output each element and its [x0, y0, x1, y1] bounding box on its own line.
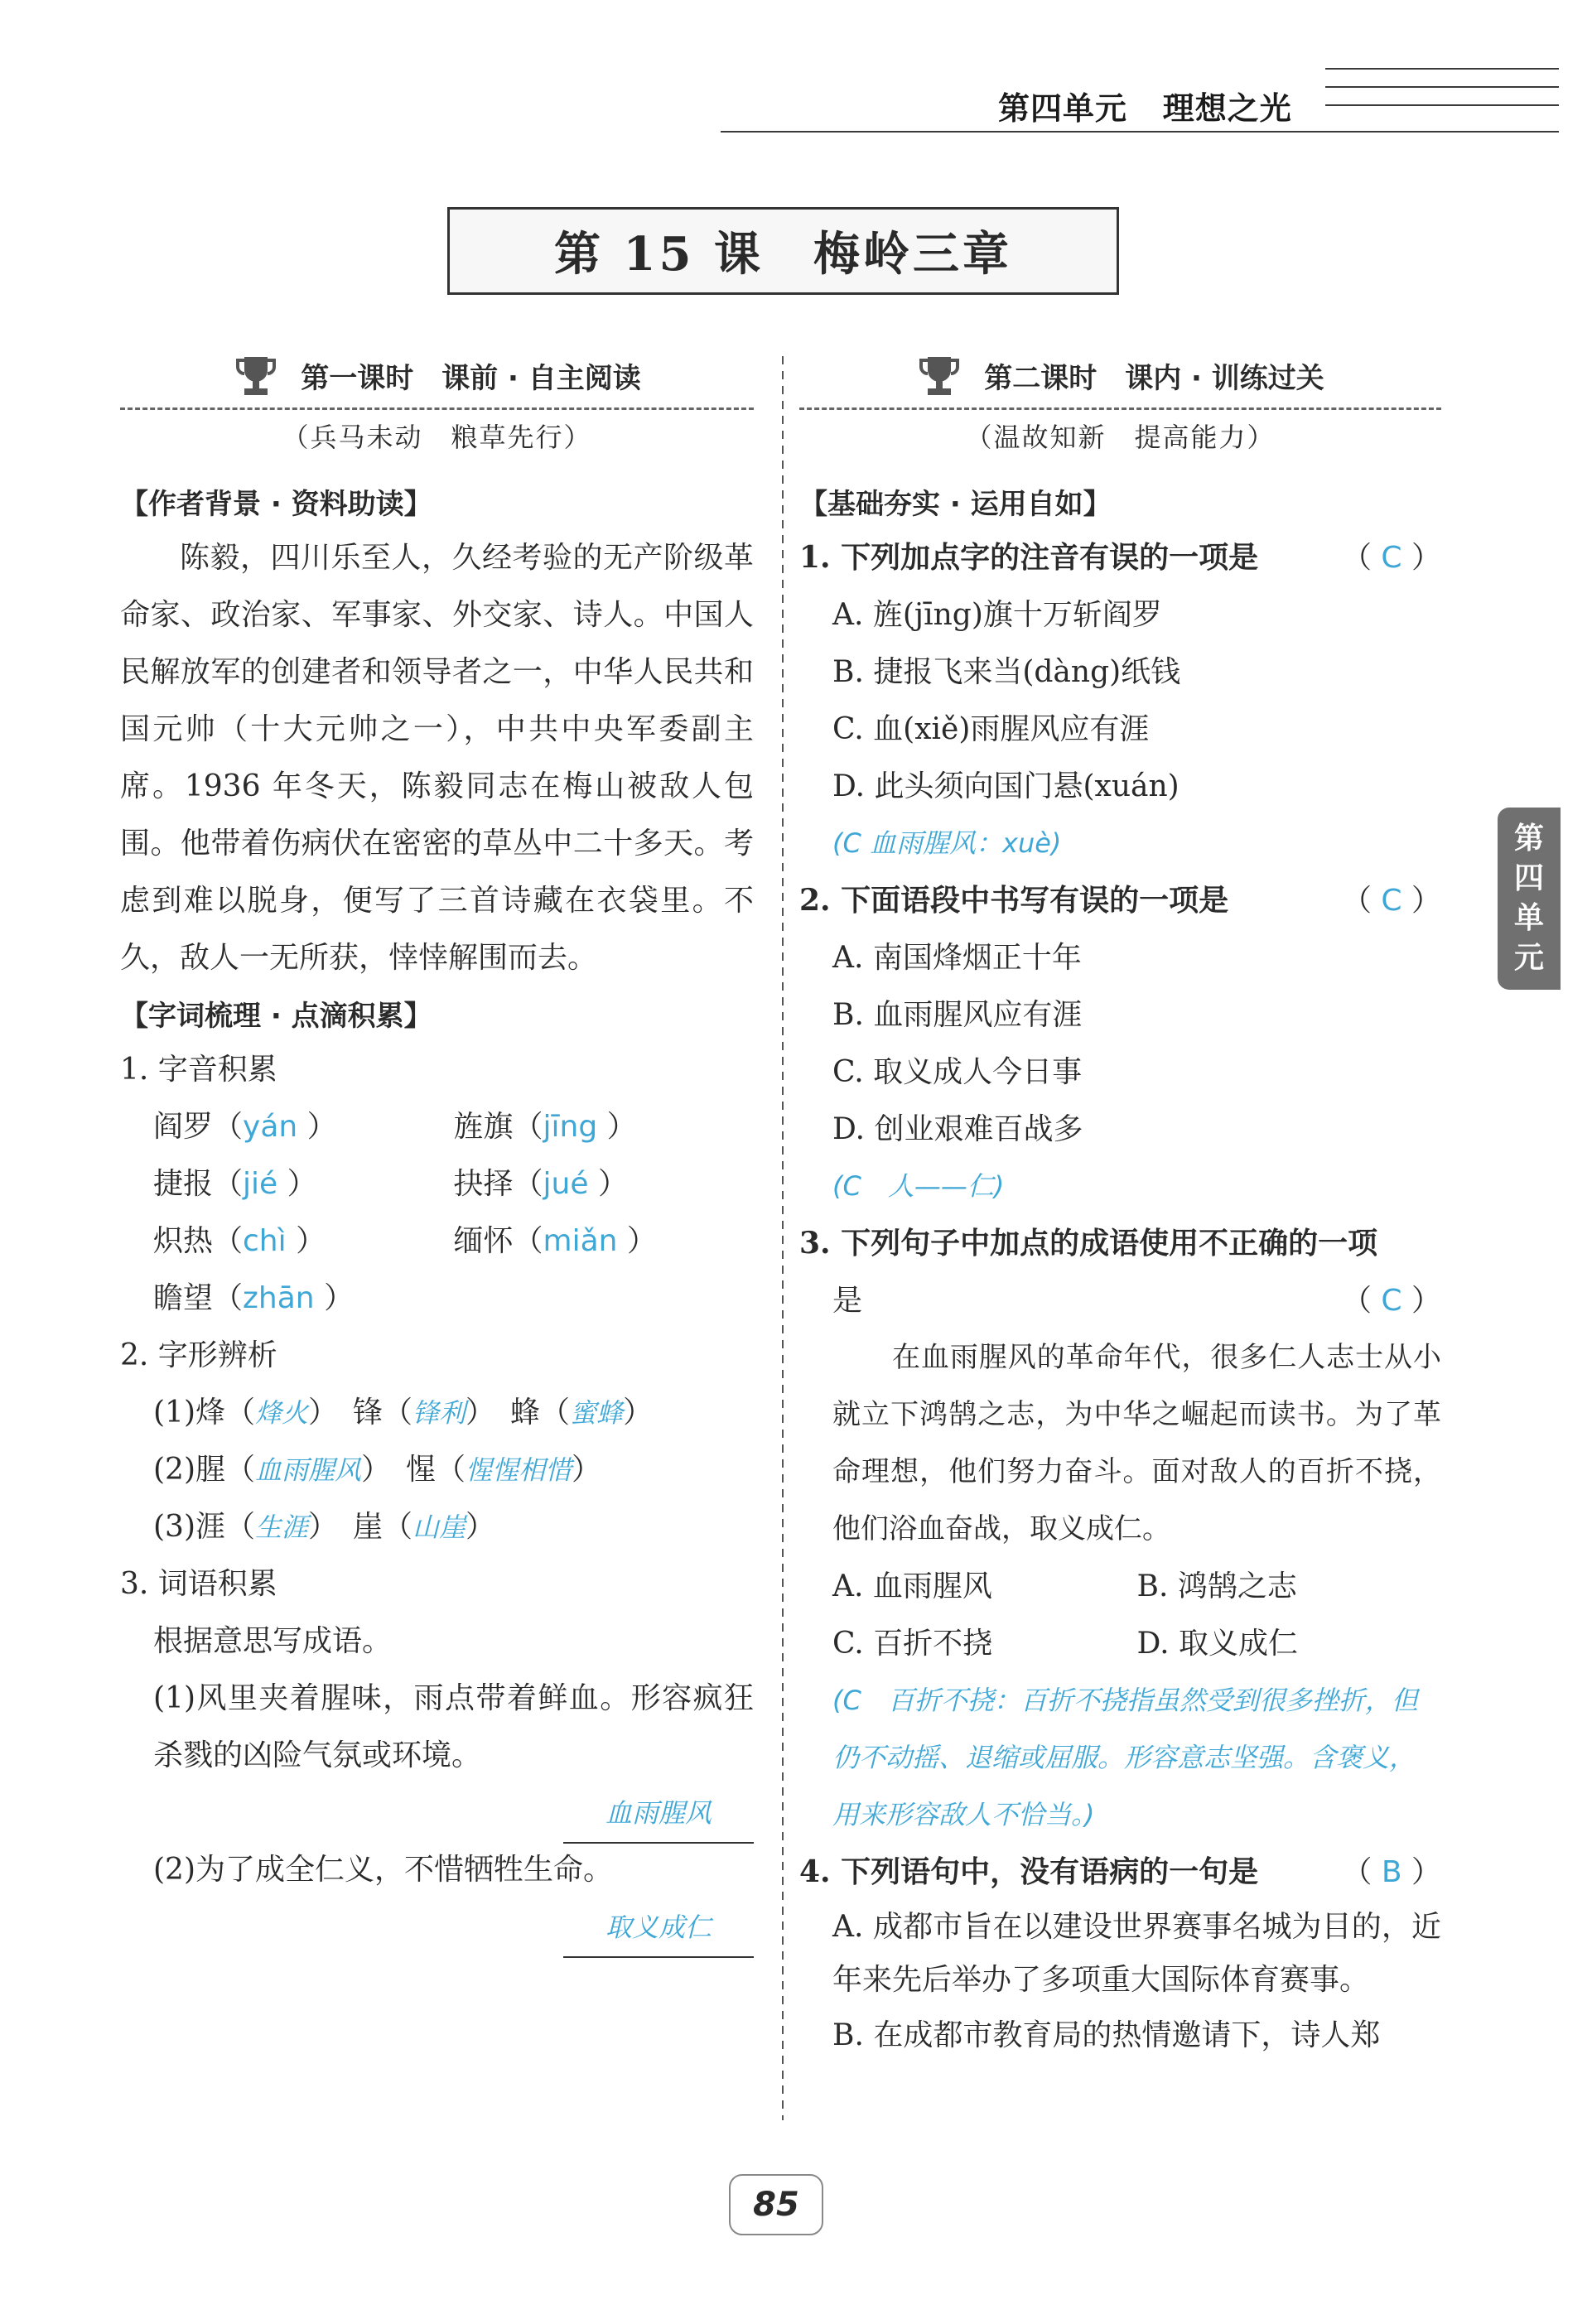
- lesson-title: 第 15 课 梅岭三章: [447, 207, 1119, 295]
- pinyin-row: 瞻望（zhān ）: [153, 1281, 355, 1315]
- question-label: 2. 字形辨析: [120, 1338, 277, 1372]
- option: A. 旌(jīng)旗十万斩阎罗: [832, 598, 1162, 632]
- author-background-text: 陈毅，四川乐至人，久经考验的无产阶级革命家、政治家、军事家、外交家、诗人。中国人民解放军的创建者和领导者之一，中华人民共和国元帅（十大元帅之一），中共中央军委副主席。1936 年冬天，陈毅同志在梅山被敌人包围。他带着伤病伏在密密的草丛中二十多天。考虑到难以脱身，便写了三首诗藏在衣袋里。不久，敌人一无所获，悻悻解围而去。: [120, 541, 754, 975]
- option: A. 成都市旨在以建设世界赛事名城为目的，近年来先后举办了多项重大国际体育赛事。: [832, 1910, 1441, 1997]
- pinyin-answer: jué: [543, 1167, 589, 1201]
- header-decor-line: [1325, 86, 1559, 88]
- author-heading: 【作者背景 · 资料助读】: [120, 488, 432, 521]
- dashed-rule: [799, 407, 1441, 410]
- pinyin-answer: yán: [243, 1110, 298, 1144]
- question-passage: 在血雨腥风的革命年代，很多仁人志士从小就立下鸿鹄之志，为中华之崛起而读书。为了革命理想，他们努力奋斗。面对敌人的百折不挠，他们浴血奋战，取义成仁。: [832, 1341, 1441, 1545]
- unit-theme: 理想之光: [1162, 90, 1292, 127]
- pinyin-answer: chì: [243, 1224, 287, 1258]
- question-stem: 1. 下列加点字的注音有误的一项是 （ C ）: [799, 540, 1441, 575]
- answer-choice: C: [1381, 1284, 1402, 1318]
- option: C. 血(xiě)雨腥风应有涯: [832, 712, 1150, 746]
- trophy-icon: [233, 352, 279, 398]
- unit-side-tab: 第 四 单 元: [1498, 808, 1561, 990]
- option: B. 在成都市教育局的热情邀请下，诗人郑: [832, 2018, 1381, 2052]
- option: D. 创业艰难百战多: [832, 1112, 1083, 1146]
- pinyin-row: 阎罗（yán ） 旌旗（jīng ）: [153, 1110, 637, 1144]
- option: B. 捷报飞来当(dàng)纸钱: [832, 655, 1181, 689]
- option: C. 取义成人今日事: [832, 1055, 1083, 1089]
- pinyin-row: 炽热（chì ） 缅怀（miǎn ）: [153, 1224, 657, 1258]
- option: D. 此头须向国门悬(xuán): [832, 769, 1180, 803]
- question-label: 1. 字音积累: [120, 1053, 277, 1087]
- dashed-rule: [120, 407, 754, 410]
- idiom-definition: (2)为了成全仁义，不惜牺牲生命。: [153, 1853, 613, 1887]
- option: D. 取义成仁: [1136, 1627, 1298, 1661]
- trophy-icon: [916, 352, 962, 398]
- idiom-answer-line: 血雨腥风: [120, 1784, 754, 1841]
- answer-note: (C 血雨腥风：xuè): [832, 827, 1062, 859]
- section-subtitle: （温故知新 提高能力）: [965, 422, 1276, 453]
- option-row: [799, 1558, 1441, 1615]
- form-row: (1)烽（烽火） 锋（锋利） 蜂（蜜蜂）: [153, 1396, 654, 1430]
- question-stem: 3. 下列句子中加点的成语使用不正确的一项: [799, 1226, 1378, 1261]
- page-number: 85: [729, 2174, 823, 2235]
- header-rule: [721, 131, 1559, 133]
- question-intro: 根据意思写成语。: [153, 1624, 393, 1658]
- answer-choice: C: [1381, 884, 1402, 918]
- unit-label: 第四单元: [998, 90, 1128, 127]
- answer-choice: C: [1381, 541, 1402, 575]
- words-heading: 【字词梳理 · 点滴积累】: [120, 1000, 432, 1033]
- right-column: [799, 348, 1441, 2064]
- answer-note: (C 人——仁): [832, 1170, 1005, 1202]
- option: B. 鸿鹄之志: [1136, 1569, 1297, 1603]
- pinyin-answer: zhān: [243, 1281, 315, 1315]
- basic-heading: 【基础夯实 · 运用自如】: [799, 488, 1112, 521]
- pinyin-answer: jié: [243, 1167, 278, 1201]
- section-heading: 第一课时 课前 · 自主阅读: [120, 348, 754, 403]
- idiom-definition: (1)风里夹着腥味，雨点带着鲜血。形容疯狂杀戮的凶险气氛或环境。: [153, 1681, 754, 1772]
- option: A. 血雨腥风: [832, 1569, 992, 1603]
- option: A. 南国烽烟正十年: [832, 941, 1082, 975]
- question-stem: 2. 下面语段中书写有误的一项是 （ C ）: [799, 883, 1441, 918]
- question-stem-cont: 是 （ C ）: [832, 1284, 1441, 1318]
- question-stem: 4. 下列语句中，没有语病的一句是 （ B ）: [799, 1854, 1441, 1889]
- answer-choice: B: [1381, 1855, 1402, 1889]
- option: B. 血雨腥风应有涯: [832, 998, 1083, 1032]
- question-label: 3. 词语积累: [120, 1567, 277, 1601]
- form-row: (2)腥（血雨腥风） 惺（惺惺相惜）: [153, 1453, 602, 1487]
- left-column: [120, 348, 754, 1955]
- pinyin-answer: jīng: [543, 1110, 598, 1144]
- answer-note: (C 百折不挠：百折不挠指虽然受到很多挫折，但仍不动摇、退缩或屈服。形容意志坚强。含褒义，用来形容敌人不恰当。): [832, 1685, 1418, 1830]
- header-decor-line: [1325, 104, 1559, 106]
- idiom-answer-line: 取义成仁: [120, 1898, 754, 1955]
- section-heading: 第二课时 课内 · 训练过关: [799, 348, 1441, 403]
- column-divider: [777, 356, 789, 2120]
- unit-header: [998, 83, 1292, 128]
- header-decor-line: [1325, 68, 1559, 70]
- pinyin-row: 捷报（jié ） 抉择（jué ）: [153, 1167, 628, 1201]
- pinyin-answer: miǎn: [543, 1224, 618, 1258]
- section-subtitle: （兵马未动 粮草先行）: [282, 422, 592, 453]
- option-row: [799, 1615, 1441, 1672]
- form-row: (3)涯（生涯） 崖（山崖）: [153, 1510, 496, 1544]
- option: C. 百折不挠: [832, 1627, 993, 1661]
